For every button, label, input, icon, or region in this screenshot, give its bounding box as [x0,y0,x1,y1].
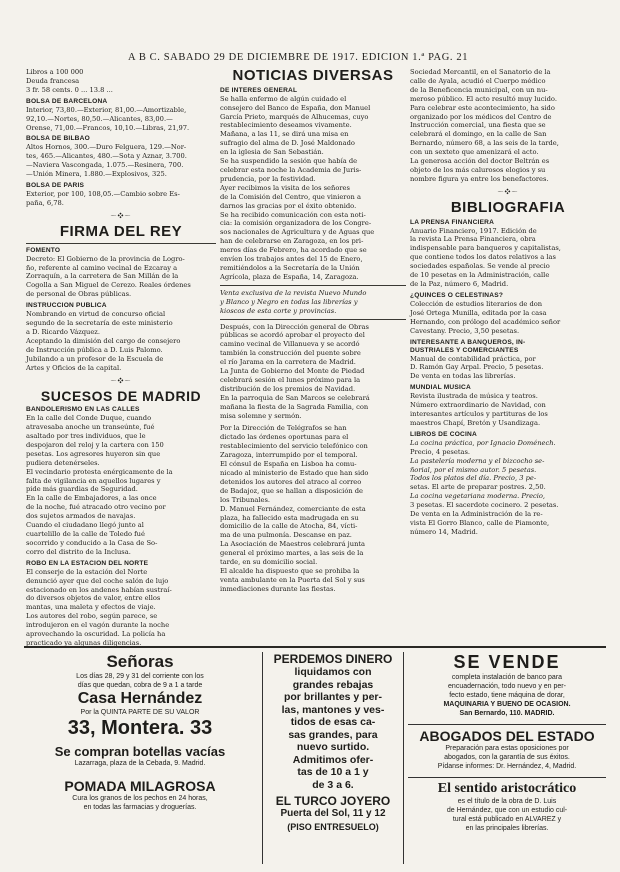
text-line: el río Jarama en la carretera de Madrid. [220,358,356,367]
text-line: Ayer recibimos la visita de los señores [220,183,350,192]
text-line: detenidos los autores del atraco al correo [220,477,362,486]
ad-hours: de 3 a 6. [312,778,354,791]
text-line: paña, 6,78. [26,198,64,207]
ad-line: grandes rebajas [292,678,374,691]
text-line: El vecindario protesta enérgicamente de la [26,467,173,476]
text-line: La Junta de Gobierno del Monte de Piedad [220,367,365,376]
text-line: estacionado en los andenes habían sustraí- [26,585,172,594]
text-line: también la construcción del puente sobre [220,349,361,358]
text-line: tarde, en su domicilio social. [220,558,318,567]
text-line: mañana la fiesta de la Sagrada Familia, con [220,402,369,411]
ad-line: encuadernación, todo nuevo y en per- [448,683,566,690]
text-line: han de celebrarse en Zaragoza, en los pri- [220,237,364,246]
text-line: De venta en la Administración de la re- [410,510,543,519]
text-line: do diversos objetos de valor, entre ellos [26,594,161,603]
ad-senoras [24,652,256,864]
ad-line: en las principales librerías. [465,825,549,832]
section-heading: MUNDIAL MUSICA [410,384,471,392]
section-heading: FOMENTO [26,246,61,254]
text-line: general el próximo martes, a las seis de la [220,549,364,558]
text-line: de personal de Obras públicas. [26,290,132,299]
text-line: atravesaba anoche un transeúnte, fué [26,423,155,432]
text-line: celebrar esta noche la Academia de Juris- [220,166,362,174]
rule-divider [220,319,406,320]
text-line: La generosa acción del doctor Beltrán es [410,157,550,166]
text-line: Altos Hornos, 300.—Duro Felguera, 129.—Nor- [26,143,187,152]
text-line: número 14, Madrid. [410,527,478,536]
text-line: y Blanco y Negro en todas las librerías y [220,297,358,306]
text-line: nombre figura ya entre los benefactores. [410,174,549,183]
ornament-divider: 〜❖〜 [110,377,132,385]
text-line: La Asociación de Maestros celebrará junta [220,540,366,549]
text-line: Libros a 100 000 [26,68,84,76]
text-line: ñorial, por el mismo autor. 5 pesetas. [410,465,537,474]
ad-line: Los días 28, 29 y 31 del corriente con los [76,673,204,680]
text-line: de Badajoz, que se hallan a disposición de [220,486,364,495]
ad-se-vende [408,652,606,864]
text-line: Sociedad Mercantil, en el Sanatorio de la [410,68,551,76]
text-line: pesetas. Los agresores huyeron sin que [26,449,161,458]
section-heading: BOLSA DE BILBAO [26,135,90,143]
text-line: celebrará el domingo, en la calle de San [410,130,547,139]
ad-address: 33, Montera. 33 [67,717,213,739]
text-line: 3 pesetas. El sacerdote cocinero. 2 pesetas. [410,501,559,510]
section-heading: ¿QUINCES O CELESTINAS? [410,291,504,299]
text-line: García Prieto, marqués de Alhucemas, cuyo [220,112,369,121]
text-line: meroso público. El acto resultó muy lucido. [410,94,557,103]
section-heading: BANDOLERISMO EN LAS CALLES [26,406,140,414]
ad-title: Señoras [106,652,174,671]
text-line: 3 fr. 58 cents. 0 ... 13.8 ... [26,85,113,94]
text-line: aprovechando la oscuridad. La policía ha [26,630,166,639]
ad-line: Cura los granos de los pechos en 24 horas, [72,795,208,802]
ad-line: Preparación para estas oposiciones por [445,745,569,752]
text-line: de la Beneficencia municipal, con un nu- [410,85,548,94]
text-line: de la Paz, número 6, Madrid. [410,279,509,288]
text-line: D. Ramón Gay Arpal. Precio, 5 pesetas. [410,363,544,372]
ad-line: fecto estado, tiene máquina de dorar, [449,692,565,699]
ad-line: por brillantes y per- [283,691,383,703]
text-line: consejero del Banco de España, don Manuel [220,103,371,112]
text-line: de la Comisión del Centro, que vinieron a [220,192,361,201]
section-heading: DE INTERES GENERAL [220,86,298,94]
column-2 [220,68,406,642]
text-line: Orense, 71,00.—Francos, 10,10.—Libras, 21,97. [26,123,190,132]
text-line: con un sexteto que amenizará el acto. [410,148,539,157]
ad-line: completa instalación de banco para [451,674,563,681]
text-line: En la calle de Embajadores, a las once [26,494,157,503]
text-line: El conserje de la estación del Norte [26,567,148,576]
text-line: El alcalde ha dispuesto que se prohiba la [220,566,360,575]
ad-line: las, mantones y ves- [281,703,385,716]
text-line: Los autores del robo, según parece, se [26,612,158,621]
text-line: 92,10.—Nortes, 80,50.—Alicantes, 83,00.— [26,114,173,123]
ad-shop-name: EL TURCO JOYERO [275,794,391,808]
text-line: maestros Chapí, Bretón y Usandizaga. [410,418,541,427]
text-line: Colección de estudios literarios de don [410,299,543,308]
market-top [26,68,216,95]
ad-line: abogados, con la garantía de sus éxitos. [444,754,570,761]
text-line: celebrará sesión el lunes próximo para la [220,375,361,384]
ad-line: de Hernández, que con un estudio cul- [446,807,568,814]
ad-floor: (PISO ENTRESUELO) [287,821,379,832]
ad-title: PERDEMOS DINERO [273,652,393,666]
text-line: Hernando, con prólogo del académico señor [410,317,561,326]
ad-line: es el título de la obra de D. Luis [457,798,557,805]
text-line: Agrícola, plaza de España, 14, Zaragoza. [220,272,359,281]
ad-sentido: El sentido aristocrático [408,777,606,797]
text-line: D. Manuel Fernández, comerciante de esta [220,504,366,513]
ad-hours: Admitimos ofer- [292,753,374,766]
section-heading: LIBROS DE COCINA [410,430,477,438]
text-line: Exterior, por 100, 108,05.—Cambio sobre Es- [26,190,180,199]
section-heading: BOLSA DE PARIS [26,182,85,190]
text-line: introdujeron en el vagón durante la noche [26,621,170,630]
ad-line: tidos de esas ca- [290,716,376,728]
text-line: setas. El arte de preparar postres. 2,50. [410,483,546,492]
text-line: restablecimiento del servicio telefónico con [220,442,368,451]
text-line: Cuando el ciudadano llegó junto al [26,521,144,530]
ad-abogados: ABOGADOS DEL ESTADO [408,724,606,744]
ad-line: tural está publicado en ALVAREZ y [452,816,562,823]
section-heading: DUSTRIALES Y COMERCIANTES [410,346,519,354]
text-line: Manual de contabilidad práctica, por [410,354,536,363]
text-line: venta ambulante en la Puerta del Sol y sus [220,575,365,584]
text-line: Precio, 4 pesetas. [410,447,471,456]
text-line: cuartelillo de la calle de Toledo fué [26,529,145,538]
ad-line: MAQUINARIA Y BUENO DE OCASION. [443,701,571,708]
text-line: Aceptando la dimisión del cargo de consejero [26,336,181,345]
section-heading: INTERESANTE A BANQUEROS, IN- [410,338,526,346]
text-line: En la calle del Conde Duque, cuando [26,414,152,423]
text-line: Para celebrar este acontecimiento, ha sido [410,103,555,112]
text-line: a D. Ricardo Vázquez. [26,327,100,336]
ad-title: SE VENDE [453,652,561,672]
text-line: Nombrando en virtud de concurso oficial [26,310,166,319]
column-3 [410,68,606,642]
text-line: Por la Dirección de Telégrafos se han [220,424,347,433]
ad-line: Lazarraga, plaza de la Cebada, 9. Madrid. [74,760,206,767]
text-line: públicas se acordó aprobar el proyecto del [220,331,365,340]
text-line: pudiera detenérseles. [26,458,100,467]
ornament-divider: 〜❖〜 [497,188,519,196]
text-line: Se ha suspendido la sesión que había de [220,157,358,166]
text-line: denunció ayer que del coche salón de lujo [26,576,169,585]
text-line: segundo de la secretaría de este ministerio [26,319,173,328]
text-line: dictado las órdenes oportunas para el [220,433,349,442]
ad-line: San Bernardo, 110. MADRID. [459,710,555,717]
section-masthead: FIRMA DEL REY [59,222,183,240]
text-line: plaza, ha fallecido esta madrugada en su [220,513,359,522]
text-line: En la parroquia de San Marcos se celebrará [220,393,370,402]
text-line: Jubilando a un profesor de la Escuela de [26,354,164,363]
text-line: meros días de Febrero, ha acordado que se [220,246,367,255]
text-line: la revista La Prensa Financiera, obra [410,235,536,244]
text-line: vista El Gorro Blanco, calle de Piamonte, [410,519,550,527]
ornament-divider: 〜❖〜 [110,212,132,220]
text-line: ma de una pulmonía. Descanse en paz. [220,531,352,540]
ad-line: nuevo surtido. [296,741,370,753]
ad-perdemos [262,652,404,864]
text-line: —Naviera Vascongada, 1.075.—Resinera, 700. [26,161,184,170]
text-line: misa solemne y sermón. [220,411,302,420]
text-line: Instrucción comercial, una fiesta que se [410,121,546,130]
ad-buy-heading: Se compran botellas vacías [54,744,226,759]
text-line: organizado por los médicos del Centro de [410,112,552,121]
ad-address: Puerta del Sol, 11 y 12 [280,808,386,819]
text-line: distribución de los premios de Navidad. [220,384,356,393]
text-line: envíen los trabajos antes del 15 de Enero, [220,255,363,264]
text-line: Bernardo, número 68, a las seis de la tarde, [410,139,559,148]
text-line: camino vecinal de Villanueva y se acordó [220,340,360,349]
section-heading: ROBO EN LA ESTACION DEL NORTE [26,559,149,567]
text-line: corro del distrito de la Inclusa. [26,547,131,556]
ad-pomada: POMADA MILAGROSA [64,778,216,794]
text-line: los Tribunales. [220,495,271,504]
ad-line: liquidamos con [294,666,372,678]
text-line: restablecimiento deseamos vivamente. [220,121,352,130]
text-line: objeto de los más calurosos elogios y su [410,165,546,174]
ad-hours: tas de 10 a 1 y [297,766,369,778]
text-line: Decreto: El Gobierno de la provincia de Logro- [26,254,185,263]
text-line: La cocina práctica, por Ignacio Doménech. [410,438,556,447]
text-line: Mañana, a las 11, se dirá una misa en [220,130,349,139]
text-line: Deuda francesa [26,76,80,85]
text-line: sociedades españolas. Se vende al precio [410,262,550,271]
text-line: kioscos de esta corte y provincias. [220,306,337,315]
text-line: dos sujetos armados de navajas. [26,512,136,521]
text-line: cia: la comisión organizadora de los Congre- [220,219,372,228]
text-line: ño, referente al camino vecinal de Ezcaray a [26,263,178,272]
ad-line: sas grandes, para [288,728,378,741]
text-line: pide más guardias de Seguridad. [26,485,138,494]
ad-shop-name: Casa Hernández [77,690,203,707]
text-line: Se ha recibido comunicación con esta noti- [220,210,366,219]
section-masthead: SUCESOS DE MADRID [40,387,202,404]
text-line: Cavestany. Precio, 3,50 pesetas. [410,326,520,335]
advertisements-band [24,646,606,868]
text-line: Todos los platos del día. Precio, 3 pe- [410,474,537,483]
section-heading: LA PRENSA FINANCIERA [410,218,495,226]
text-line: De venta en todas las librerías. [410,372,516,381]
text-line: que contiene todos los datos relativos a las [410,253,556,262]
text-line: tes, 465.—Alicantes, 480.—Sota y Aznar, 3.700. [26,152,187,161]
text-line: socorrido y conducido a la Casa de So- [26,538,158,547]
rule-divider [26,243,216,244]
text-line: La pastelería moderna y el bizcocho se- [410,456,545,465]
ad-line: Por la QUINTA PARTE DE SU VALOR [80,709,200,716]
rule-divider [220,285,406,286]
text-line: inmediaciones durante las fiestas. [220,584,336,593]
text-line: en la iglesia de San Sebastián. [220,148,324,157]
section-heading: BOLSA DE BARCELONA [26,97,108,105]
text-line: de la noche, fué atracado otro vecino por [26,503,166,512]
text-line: indispensable para banqueros y capitalistas, [410,244,561,253]
text-line: José Ortega Munilla, editada por la casa [410,308,547,317]
text-line: practicado ya algunas diligencias. [26,638,142,647]
section-masthead: NOTICIAS DIVERSAS [232,67,394,84]
text-line: sufragio del alma de D. José Maldonado [220,139,355,148]
text-line: despojaron del reloj y la cartera con 150 [26,440,164,449]
text-line: Anuario Financiero, 1917. Edición de [410,226,537,235]
text-line: Zorraquín, a la carretera de San Millán de la [26,272,179,281]
text-line: Número extraordinario de Navidad, con [410,401,546,410]
text-line: El cónsul de España en Lisboa ha comu- [220,460,357,469]
text-line: nicado al ministerio de Estado que han sido [220,469,369,477]
text-line: Después, con la Dirección general de Obras [220,322,369,331]
ad-line: en todas las farmacias y droguerías. [83,804,197,811]
text-line: Se halla enfermo de algún cuidado el [220,94,347,103]
ad-line: días que quedan, cobra de 9 a 1 a tarde [77,682,203,689]
text-line: domicilio de la calle de Atocha, 84, vícti- [220,522,358,531]
text-line: calle de Ayala, acudió el Cuerpo médico [410,76,546,85]
text-line: Venta exclusiva de la revista Nuevo Mundo [220,288,367,297]
text-line: Zaragoza, interrumpido por el temporal. [220,451,358,460]
text-line: Interior, 73,80.—Exterior, 81,00.—Amortizable, [26,105,187,114]
text-line: de 10 pesetas en la Administración, calle [410,271,550,280]
text-line: mantas, una maleta y efectos de viaje. [26,603,156,612]
text-line: interesantes artículos y partituras de los [410,410,548,419]
text-line: de Instrucción pública a D. Luis Palomo. [26,345,163,354]
section-heading: INSTRUCCION PUBLICA [26,302,107,310]
text-line: Artes y Oficios de la capital. [26,363,122,372]
page-header: A B C. SABADO 29 DE DICIEMBRE DE 1917. EDICION 1.ª PAG. 21 [128,52,469,63]
column-1 [26,68,216,647]
text-line: Revista ilustrada de música y teatros. [410,392,538,401]
text-line: remitiéndolos a la Secretaría de la Unión [220,263,360,272]
text-line: Cogolla a San Miguel de Cerezo. Reales órdenes [26,281,191,290]
section-masthead: BIBLIOGRAFIA [450,198,566,216]
ad-line: Pídanse informes: Dr. Hernández, 4, Madrid. [437,763,577,770]
text-line: —Unión Minera, 1.880.—Explosivos, 325. [26,170,167,179]
text-line: darnos las gracias por el éxito obtenido. [220,201,357,210]
text-line: asaltado por tres individuos, que le [26,432,146,440]
text-line: sos nacionales de Agricultura y de Aguas que [220,228,375,237]
text-line: prudencia, por la festividad. [220,174,316,183]
text-line: falta de vigilancia en aquellos lugares y [26,476,161,485]
text-line: La cocina vegetariana moderna. Precio, [410,492,546,501]
